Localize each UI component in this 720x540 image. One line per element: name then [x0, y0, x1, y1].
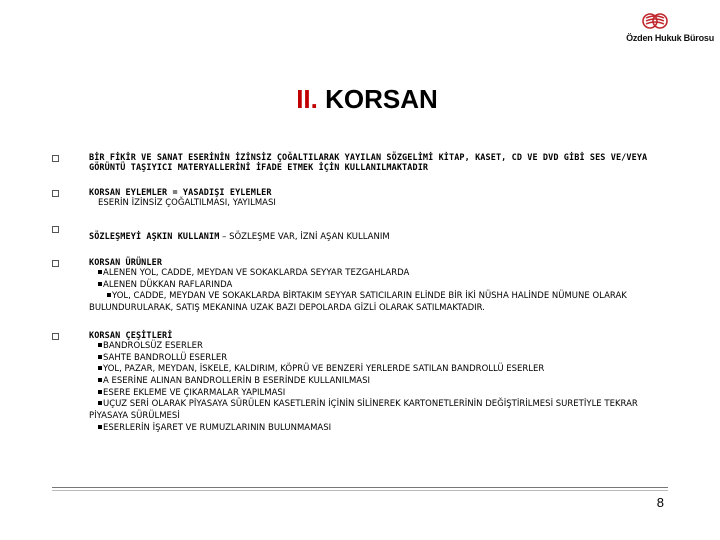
bullet-heading: KORSAN ÇEŞİTLERİ	[89, 330, 173, 341]
sub-item: ALENEN DÜKKAN RAFLARINDA	[89, 280, 662, 292]
bullet-item	[52, 331, 662, 435]
small-square-bullet-icon	[98, 401, 102, 405]
bullet-item	[52, 153, 662, 173]
sub-item: A ESERİNE ALINAN BANDROLLERİN B ESERİNDE KULLANILMASI	[89, 376, 662, 388]
small-square-bullet-icon	[98, 366, 102, 370]
sub-item: UÇUZ SERİ OLARAK PİYASAYA SÜRÜLEN KASETLERİN İÇİNİN SİLİNEREK KARTONETLERİNİN DEĞİŞTİRİLMESİ SURETİYLE TEKRAR PİYASAYA SÜRÜLMESİ	[89, 399, 638, 422]
slide-title	[0, 84, 720, 115]
small-square-bullet-icon	[98, 343, 102, 347]
title-word: KORSAN	[325, 84, 438, 114]
sub-item: ESERLERİN İŞARET VE RUMUZLARININ BULUNMAMASI	[89, 423, 662, 435]
sub-item: ESERE EKLEME VE ÇIKARMALAR YAPILMASI	[89, 388, 662, 400]
square-bullet-icon	[52, 333, 59, 340]
bullet-text: – SÖZLEŞME VAR, İZNİ AŞAN KULLANIM	[219, 232, 390, 242]
small-square-bullet-icon	[98, 282, 102, 286]
small-square-bullet-icon	[107, 293, 111, 297]
bullet-item	[52, 258, 662, 315]
small-square-bullet-icon	[98, 378, 102, 382]
bullet-text: ESERİN İZİNSİZ ÇOĞALTILMASI, YAYILMASI	[98, 198, 276, 208]
title-numeral: II.	[296, 84, 318, 114]
page-number: 8	[656, 495, 664, 510]
square-bullet-icon	[52, 226, 59, 233]
sub-item: YOL, CADDE, MEYDAN VE SOKAKLARDA BİRTAKIM SEYYAR SATICILARIN ELİNDE BİR İKİ NÜSHA HALİNDE NÜMUNE OLARAK BULUNDURULARAK, SATIŞ MEKANINA UZAK BAZI DEPOLARDA GİZLİ OLARAK SATILMAKTADIR.	[89, 291, 627, 314]
interlocking-rings-logo-icon	[642, 12, 668, 30]
square-bullet-icon	[52, 155, 59, 162]
company-logo	[604, 12, 714, 46]
small-square-bullet-icon	[98, 270, 102, 274]
square-bullet-icon	[52, 260, 59, 267]
bullet-item	[52, 224, 662, 243]
bullet-heading: BİR FİKİR VE SANAT ESERİNİN İZİNSİZ ÇOĞALTILARAK YAYILAN SÖZGELİMİ KİTAP, KASET, CD VE DVD GİBİ SES VE/VEYA GÖRÜNTÜ TAŞIYICI MATERYALLERİNİ İFADE ETMEK İÇİN KULLANILMAKTADIR	[89, 153, 648, 173]
small-square-bullet-icon	[98, 390, 102, 394]
sub-item: ALENEN YOL, CADDE, MEYDAN VE SOKAKLARDA SEYYAR TEZGAHLARDA	[89, 268, 662, 280]
logo-text: Özden Hukuk Bürosu	[626, 33, 714, 43]
bullet-item	[52, 188, 662, 209]
small-square-bullet-icon	[98, 355, 102, 359]
bullet-heading: SÖZLEŞMEYİ AŞKIN KULLANIM	[89, 232, 220, 242]
bullet-heading: KORSAN ÜRÜNLER	[89, 258, 163, 268]
small-square-bullet-icon	[98, 425, 102, 429]
square-bullet-icon	[52, 190, 59, 197]
bullet-list	[52, 153, 662, 434]
footer-divider	[52, 487, 668, 488]
sub-item: SAHTE BANDROLLÜ ESERLER	[89, 353, 662, 365]
bullet-heading: KORSAN EYLEMLER = YASADIŞI EYLEMLER	[89, 188, 272, 198]
sub-item: BANDROLSÜZ ESERLER	[89, 341, 662, 353]
sub-item: YOL, PAZAR, MEYDAN, İSKELE, KALDIRIM, KÖPRÜ VE BENZERİ YERLERDE SATILAN BANDROLLÜ ESERLER	[89, 364, 662, 376]
footer-divider-thin	[52, 490, 668, 491]
